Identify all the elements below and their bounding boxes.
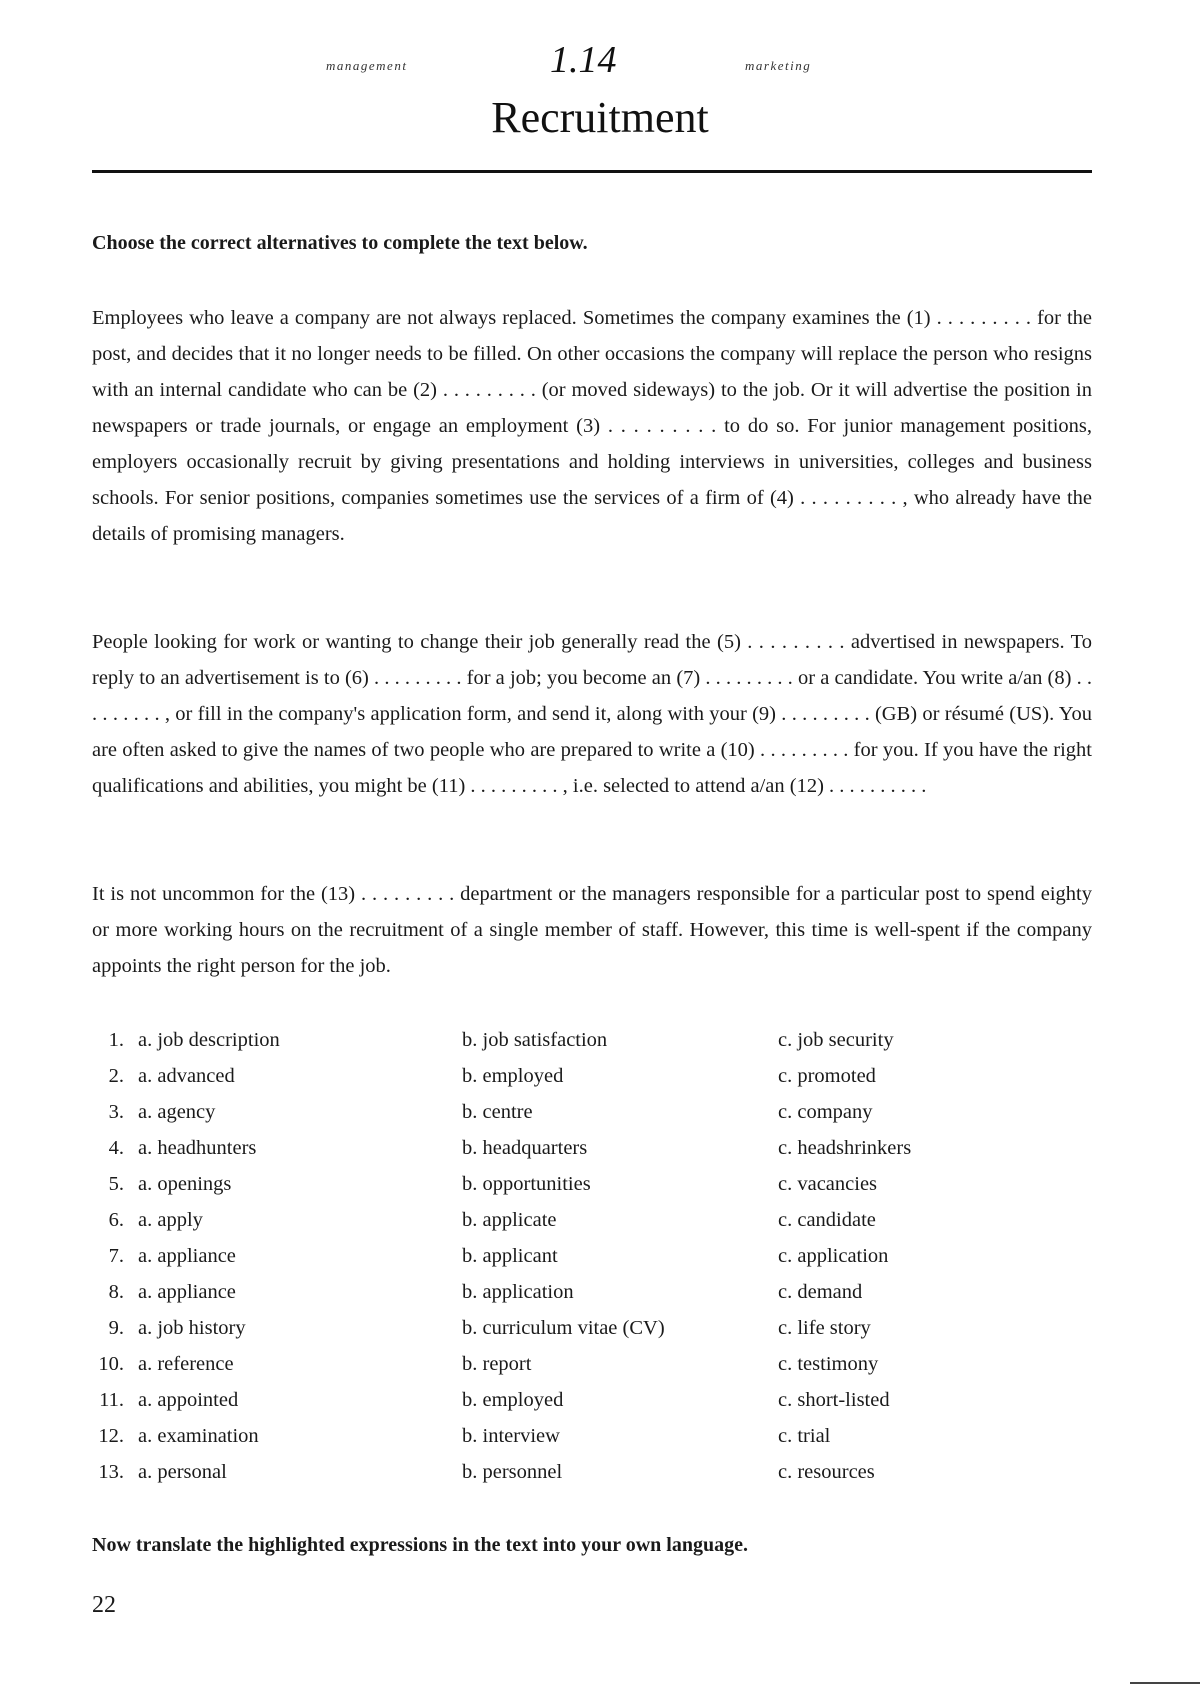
option-number: 3. bbox=[108, 1101, 124, 1123]
option-c: c. company bbox=[778, 1101, 873, 1123]
option-row bbox=[92, 1022, 1092, 1058]
option-a: a. job history bbox=[138, 1317, 246, 1339]
option-c: c. application bbox=[778, 1245, 889, 1267]
page-number: 22 bbox=[92, 1592, 116, 1618]
option-a: a. agency bbox=[138, 1101, 216, 1123]
option-a: a. examination bbox=[138, 1425, 259, 1447]
header-tag-management: management bbox=[326, 58, 408, 73]
option-number: 9. bbox=[108, 1317, 124, 1339]
option-c: c. job security bbox=[778, 1029, 894, 1051]
option-row bbox=[92, 1058, 1092, 1094]
option-row bbox=[92, 1166, 1092, 1202]
option-b: b. job satisfaction bbox=[462, 1029, 608, 1051]
option-a: a. personal bbox=[138, 1461, 227, 1483]
option-row bbox=[92, 1382, 1092, 1418]
option-number: 2. bbox=[108, 1065, 124, 1087]
option-a: a. appliance bbox=[138, 1245, 236, 1267]
exercise-instruction: Choose the correct alternatives to complete the text below. bbox=[92, 232, 588, 254]
option-a: a. advanced bbox=[138, 1065, 235, 1087]
option-c: c. demand bbox=[778, 1281, 863, 1303]
option-row bbox=[92, 1346, 1092, 1382]
option-row bbox=[92, 1238, 1092, 1274]
option-number: 13. bbox=[98, 1461, 124, 1483]
answer-options-list bbox=[92, 1022, 1092, 1490]
option-c: c. trial bbox=[778, 1425, 831, 1447]
page-title: Recruitment bbox=[491, 93, 709, 142]
text-paragraph-1: Employees who leave a company are not always replaced. Sometimes the company examines the (1) . . . . . . . . . for the post, and decides that it no longer needs to be filled. On other occasions the company will replace the person who resigns with an internal candidate who can be (2) . . . . . . . . . (or moved sideways) to the job. Or it will advertise the position in newspapers or trade journals, or engage an employment (3) . . . . . . . . . to do so. For junior management positions, employers occasionally recruit by giving presentations and holding interviews in universities, colleges and business schools. For senior positions, companies sometimes use the services of a firm of (4) . . . . . . . . . , who already have the details of promising managers. bbox=[92, 307, 1092, 545]
option-b: b. opportunities bbox=[462, 1173, 591, 1195]
option-a: a. apply bbox=[138, 1209, 203, 1231]
option-b: b. headquarters bbox=[462, 1137, 588, 1159]
title-divider bbox=[92, 170, 1092, 173]
option-c: c. testimony bbox=[778, 1353, 879, 1375]
option-c: c. vacancies bbox=[778, 1173, 878, 1195]
option-b: b. curriculum vitae (CV) bbox=[462, 1317, 665, 1339]
translation-instruction: Now translate the highlighted expressions in the text into your own language. bbox=[92, 1534, 748, 1556]
option-b: b. employed bbox=[462, 1065, 564, 1087]
option-a: a. headhunters bbox=[138, 1137, 257, 1159]
text-paragraph-2: People looking for work or wanting to change their job generally read the (5) . . . . . . . . . advertised in newspapers. To reply to an advertisement is to (6) . . . . . . . . . for a job; you become an (7) . . . . . . . . . or a candidate. You write a/an (8) . . . . . . . . . , or fill in the company's application form, and send it, along with your (9) . . . . . . . . . (GB) or résumé (US). You are often asked to give the names of two people who are prepared to write a (10) . . . . . . . . . for you. If you have the right qualifications and abilities, you might be (11) . . . . . . . . . , i.e. selected to attend a/an (12) . . . . . . . . . . bbox=[92, 631, 1092, 797]
option-b: b. applicate bbox=[462, 1209, 557, 1231]
option-a: a. appointed bbox=[138, 1389, 239, 1411]
option-number: 1. bbox=[108, 1029, 124, 1051]
text-paragraph-3: It is not uncommon for the (13) . . . . . . . . . department or the managers responsible for a particular post to spend eighty or more working hours on the recruitment of a single member of staff. However, this time is well-spent if the company appoints the right person for the job. bbox=[92, 883, 1092, 977]
option-c: c. short-listed bbox=[778, 1389, 890, 1411]
option-b: b. employed bbox=[462, 1389, 564, 1411]
option-a: a. job description bbox=[138, 1029, 280, 1051]
option-c: c. life story bbox=[778, 1317, 871, 1339]
option-number: 7. bbox=[108, 1245, 124, 1267]
option-number: 8. bbox=[108, 1281, 124, 1303]
option-number: 12. bbox=[98, 1425, 124, 1447]
scan-edge-mark bbox=[1130, 1682, 1200, 1684]
option-b: b. report bbox=[462, 1353, 532, 1375]
option-b: b. applicant bbox=[462, 1245, 558, 1267]
option-row bbox=[92, 1310, 1092, 1346]
option-row bbox=[92, 1202, 1092, 1238]
option-row bbox=[92, 1130, 1092, 1166]
option-c: c. candidate bbox=[778, 1209, 876, 1231]
header-tag-marketing: marketing bbox=[745, 58, 812, 73]
option-b: b. centre bbox=[462, 1101, 533, 1123]
option-a: a. openings bbox=[138, 1173, 232, 1195]
option-number: 4. bbox=[108, 1137, 124, 1159]
option-a: a. appliance bbox=[138, 1281, 236, 1303]
option-c: c. resources bbox=[778, 1461, 875, 1483]
option-b: b. application bbox=[462, 1281, 574, 1303]
option-b: b. personnel bbox=[462, 1461, 563, 1483]
option-b: b. interview bbox=[462, 1425, 560, 1447]
option-number: 10. bbox=[98, 1353, 124, 1375]
option-number: 11. bbox=[99, 1389, 124, 1411]
option-number: 6. bbox=[108, 1209, 124, 1231]
option-row bbox=[92, 1274, 1092, 1310]
unit-number: 1.14 bbox=[550, 39, 617, 81]
option-row bbox=[92, 1454, 1092, 1490]
option-c: c. headshrinkers bbox=[778, 1137, 912, 1159]
option-a: a. reference bbox=[138, 1353, 234, 1375]
option-row bbox=[92, 1094, 1092, 1130]
option-row bbox=[92, 1418, 1092, 1454]
option-number: 5. bbox=[108, 1173, 124, 1195]
option-c: c. promoted bbox=[778, 1065, 876, 1087]
